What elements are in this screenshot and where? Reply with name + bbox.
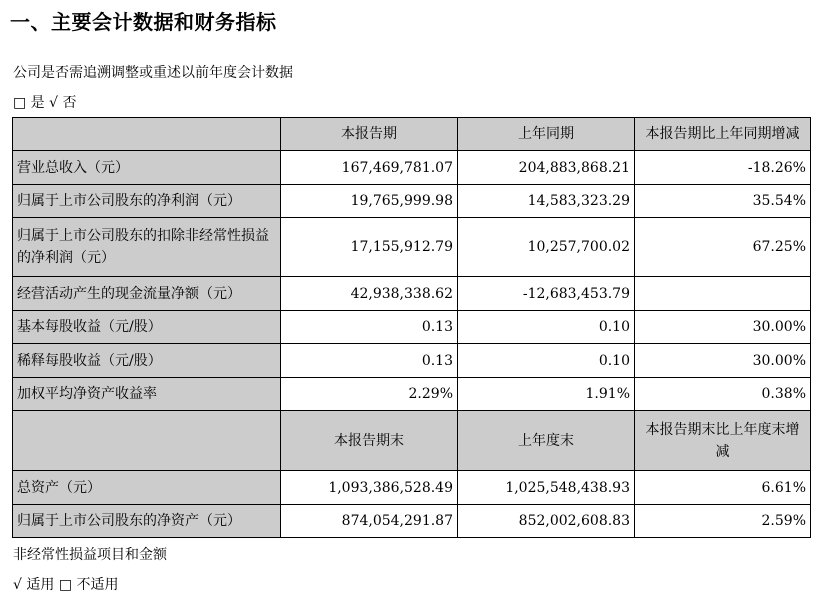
- row-label: 基本每股收益（元/股）: [13, 311, 281, 344]
- cell-prior: 204,883,868.21: [458, 151, 635, 185]
- cell-current: 0.13: [281, 344, 458, 378]
- row-label: 总资产（元）: [13, 471, 281, 505]
- cell-change: 30.00%: [635, 311, 811, 344]
- row-label: 经营活动产生的现金流量净额（元）: [13, 277, 281, 311]
- table-row: [13, 311, 811, 344]
- applicable-choice: √ 适用 □ 不适用: [13, 577, 119, 593]
- cell-change: [635, 277, 811, 311]
- table-row: [13, 218, 811, 277]
- row-label: 归属于上市公司股东的扣除非经常性损益的净利润（元）: [13, 218, 281, 277]
- cell-change: 6.61%: [635, 471, 811, 505]
- row-label: 加权平均净资产收益率: [13, 378, 281, 411]
- table-row: [13, 344, 811, 378]
- cell-prior: 0.10: [458, 344, 635, 378]
- cell-current: 874,054,291.87: [281, 505, 458, 538]
- header-change-period-end: 本报告期末比上年度末增减: [635, 411, 811, 471]
- header-blank: [13, 411, 281, 471]
- cell-change: 0.38%: [635, 378, 811, 411]
- cell-current: 0.13: [281, 311, 458, 344]
- cell-current: 167,469,781.07: [281, 151, 458, 185]
- table-row: [13, 378, 811, 411]
- cell-prior: 10,257,700.02: [458, 218, 635, 277]
- restatement-question: 公司是否需追溯调整或重述以前年度会计数据: [13, 65, 293, 81]
- cell-change: 35.54%: [635, 185, 811, 218]
- row-label: 归属于上市公司股东的净利润（元）: [13, 185, 281, 218]
- table-row: [13, 471, 811, 505]
- cell-change: -18.26%: [635, 151, 811, 185]
- row-label: 稀释每股收益（元/股）: [13, 344, 281, 378]
- table-header-row: [13, 411, 811, 471]
- cell-current: 42,938,338.62: [281, 277, 458, 311]
- cell-current: 1,093,386,528.49: [281, 471, 458, 505]
- table-row: [13, 277, 811, 311]
- cell-change: 30.00%: [635, 344, 811, 378]
- cell-prior: -12,683,453.79: [458, 277, 635, 311]
- financial-indicators-table: [12, 117, 811, 538]
- header-blank: [13, 118, 281, 151]
- cell-current: 17,155,912.79: [281, 218, 458, 277]
- row-label: 归属于上市公司股东的净资产（元）: [13, 505, 281, 538]
- section-heading: 一、主要会计数据和财务指标: [10, 10, 277, 34]
- table-row: [13, 151, 811, 185]
- table-row: [13, 505, 811, 538]
- cell-prior: 0.10: [458, 311, 635, 344]
- cell-current: 2.29%: [281, 378, 458, 411]
- cell-prior: 1.91%: [458, 378, 635, 411]
- cell-change: 2.59%: [635, 505, 811, 538]
- cell-prior: 852,002,608.83: [458, 505, 635, 538]
- restatement-choice: □ 是 √ 否: [13, 95, 77, 111]
- cell-change: 67.25%: [635, 218, 811, 277]
- row-label: 营业总收入（元）: [13, 151, 281, 185]
- table-header-row: [13, 118, 811, 151]
- table-row: [13, 185, 811, 218]
- cell-prior: 1,025,548,438.93: [458, 471, 635, 505]
- header-current-period: 本报告期: [281, 118, 458, 151]
- non-recurring-items-title: 非经常性损益项目和金额: [13, 547, 167, 563]
- cell-current: 19,765,999.98: [281, 185, 458, 218]
- header-change: 本报告期比上年同期增减: [635, 118, 811, 151]
- header-prior-period: 上年同期: [458, 118, 635, 151]
- header-prior-year-end: 上年度末: [458, 411, 635, 471]
- header-period-end: 本报告期末: [281, 411, 458, 471]
- cell-prior: 14,583,323.29: [458, 185, 635, 218]
